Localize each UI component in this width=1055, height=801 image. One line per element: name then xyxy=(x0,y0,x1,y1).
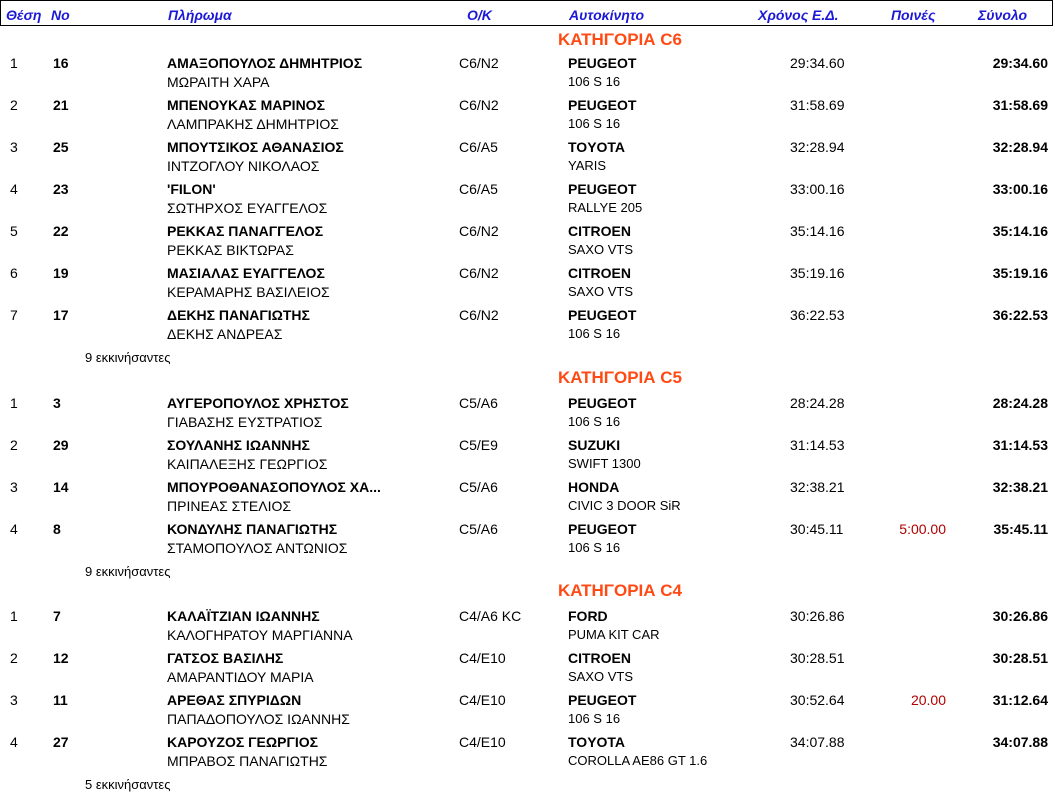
total-time: 29:34.60 xyxy=(992,55,1048,71)
table-row xyxy=(0,305,1055,347)
driver-name: ΜΠΕΝΟΥΚΑΣ ΜΑΡΙΝΟΣ xyxy=(167,97,325,113)
car-model: PUMA KIT CAR xyxy=(568,627,660,642)
table-row xyxy=(0,606,1055,648)
class-code: C4/A6 KC xyxy=(459,608,522,624)
driver-name: ΔΕΚΗΣ ΠΑΝΑΓΙΩΤΗΣ xyxy=(167,307,310,323)
position: 4 xyxy=(10,181,18,197)
table-row xyxy=(0,263,1055,305)
car-model: YARIS xyxy=(568,158,607,173)
starters-count: 9 εκκινήσαντες xyxy=(85,350,171,365)
total-time: 36:22.53 xyxy=(992,307,1048,323)
position: 2 xyxy=(10,437,18,453)
codriver-name: ΚΑΙΠΑΛΕΞΗΣ ΓΕΩΡΓΙΟΣ xyxy=(167,456,328,472)
car-number: 12 xyxy=(53,650,69,666)
table-row xyxy=(0,648,1055,690)
car-model: SAXO VTS xyxy=(568,242,634,257)
total-time: 35:19.16 xyxy=(992,265,1048,281)
position: 3 xyxy=(10,139,18,155)
table-row xyxy=(0,393,1055,435)
car-number: 16 xyxy=(53,55,69,71)
car-model: 106 S 16 xyxy=(568,540,621,555)
total-time: 34:07.88 xyxy=(992,734,1048,750)
class-code: C6/N2 xyxy=(459,97,499,113)
car-make: SUZUKI xyxy=(568,437,621,453)
stage-time: 30:52.64 xyxy=(790,692,845,708)
table-row xyxy=(0,519,1055,561)
driver-name: ΚΟΝΔΥΛΗΣ ΠΑΝΑΓΙΩΤΗΣ xyxy=(167,521,338,537)
table-header xyxy=(0,0,1053,26)
position: 4 xyxy=(10,734,18,750)
table-row xyxy=(0,477,1055,519)
header-class: Ο/Κ xyxy=(467,7,492,23)
position: 7 xyxy=(10,307,18,323)
starters-count: 9 εκκινήσαντες xyxy=(85,564,171,579)
car-number: 11 xyxy=(53,692,68,708)
header-penalties: Ποινές xyxy=(891,7,936,23)
class-code: C6/A5 xyxy=(459,139,498,155)
class-code: C6/N2 xyxy=(459,55,499,71)
car-number: 29 xyxy=(53,437,69,453)
codriver-name: ΙΝΤΖΟΓΛΟΥ ΝΙΚΟΛΑΟΣ xyxy=(167,158,320,174)
car-number: 21 xyxy=(53,97,69,113)
header-crew: Πλήρωμα xyxy=(168,7,232,23)
total-time: 31:14.53 xyxy=(992,437,1048,453)
header-position: Θέση xyxy=(6,7,42,23)
class-code: C6/N2 xyxy=(459,265,499,281)
car-make: HONDA xyxy=(568,479,620,495)
total-time: 30:28.51 xyxy=(992,650,1048,666)
stage-time: 30:28.51 xyxy=(790,650,845,666)
driver-name: ΜΑΣΙΑΛΑΣ ΕΥΑΓΓΕΛΟΣ xyxy=(167,265,325,281)
total-time: 31:12.64 xyxy=(992,692,1048,708)
position: 2 xyxy=(10,650,18,666)
car-number: 19 xyxy=(53,265,69,281)
codriver-name: ΓΙΑΒΑΣΗΣ ΕΥΣΤΡΑΤΙΟΣ xyxy=(167,414,323,430)
driver-name: ΜΠΟΥΤΣΙΚΟΣ ΑΘΑΝΑΣΙΟΣ xyxy=(167,139,344,155)
stage-time: 35:14.16 xyxy=(790,223,845,239)
total-time: 35:45.11 xyxy=(993,521,1048,537)
car-make: PEUGEOT xyxy=(568,692,637,708)
car-make: TOYOTA xyxy=(568,734,626,750)
table-row xyxy=(0,95,1055,137)
car-number: 3 xyxy=(53,395,61,411)
table-row xyxy=(0,435,1055,477)
codriver-name: ΣΤΑΜΟΠΟΥΛΟΣ ΑΝΤΩΝΙΟΣ xyxy=(167,540,348,556)
stage-time: 31:14.53 xyxy=(790,437,845,453)
car-model: 106 S 16 xyxy=(568,116,621,131)
class-code: C5/A6 xyxy=(459,479,498,495)
starters-count: 5 εκκινήσαντες xyxy=(85,777,171,792)
stage-time: 30:45.11 xyxy=(790,521,844,537)
car-number: 8 xyxy=(53,521,61,537)
driver-name: ΜΠΟΥΡΟΘΑΝΑΣΟΠΟΥΛΟΣ ΧΑ... xyxy=(167,479,381,495)
car-make: PEUGEOT xyxy=(568,97,637,113)
driver-name: ΣΟΥΛΑΝΗΣ ΙΩΑΝΝΗΣ xyxy=(167,437,310,453)
table-row xyxy=(0,732,1055,774)
car-make: PEUGEOT xyxy=(568,307,637,323)
car-make: CITROEN xyxy=(568,265,631,281)
car-make: TOYOTA xyxy=(568,139,626,155)
driver-name: ΓΑΤΣΟΣ ΒΑΣΙΛΗΣ xyxy=(167,650,284,666)
penalty: 5:00.00 xyxy=(899,521,946,537)
car-make: PEUGEOT xyxy=(568,395,637,411)
car-model: 106 S 16 xyxy=(568,74,621,89)
category-title: ΚΑΤΗΓΟΡΙΑ C5 xyxy=(557,368,683,387)
codriver-name: ΜΠΡΑΒΟΣ ΠΑΝΑΓΙΩΤΗΣ xyxy=(167,753,328,769)
car-make: FORD xyxy=(568,608,608,624)
codriver-name: ΔΕΚΗΣ ΑΝΔΡΕΑΣ xyxy=(167,326,283,342)
total-time: 33:00.16 xyxy=(992,181,1048,197)
car-model: 106 S 16 xyxy=(568,711,621,726)
class-code: C4/E10 xyxy=(459,734,506,750)
header-total: Σύνολο xyxy=(978,7,1028,23)
position: 3 xyxy=(10,479,18,495)
table-row xyxy=(0,221,1055,263)
car-make: CITROEN xyxy=(568,650,631,666)
driver-name: ΚΑΡΟΥΖΟΣ ΓΕΩΡΓΙΟΣ xyxy=(167,734,319,750)
total-time: 31:58.69 xyxy=(992,97,1048,113)
total-time: 32:38.21 xyxy=(992,479,1048,495)
stage-time: 34:07.88 xyxy=(790,734,845,750)
car-model: 106 S 16 xyxy=(568,414,621,429)
position: 1 xyxy=(10,55,18,71)
table-row xyxy=(0,137,1055,179)
car-model: COROLLA AE86 GT 1.6 xyxy=(568,753,708,768)
stage-time: 29:34.60 xyxy=(790,55,845,71)
stage-time: 35:19.16 xyxy=(790,265,845,281)
class-code: C5/A6 xyxy=(459,521,498,537)
codriver-name: ΛΑΜΠΡΑΚΗΣ ΔΗΜΗΤΡΙΟΣ xyxy=(167,116,339,132)
position: 4 xyxy=(10,521,18,537)
car-model: SAXO VTS xyxy=(568,284,634,299)
total-time: 30:26.86 xyxy=(992,608,1048,624)
total-time: 28:24.28 xyxy=(992,395,1048,411)
position: 1 xyxy=(10,608,18,624)
codriver-name: ΜΩΡΑΙΤΗ ΧΑΡΑ xyxy=(167,74,270,90)
driver-name: ΡΕΚΚΑΣ ΠΑΝΑΓΓΕΛΟΣ xyxy=(167,223,324,239)
stage-time: 32:38.21 xyxy=(790,479,845,495)
stage-time: 36:22.53 xyxy=(790,307,845,323)
car-number: 22 xyxy=(53,223,69,239)
driver-name: ΑΜΑΞΟΠΟΥΛΟΣ ΔΗΜΗΤΡΙΟΣ xyxy=(167,55,363,71)
codriver-name: ΣΩΤΗΡΧΟΣ ΕΥΑΓΓΕΛΟΣ xyxy=(167,200,328,216)
car-model: CIVIC 3 DOOR SiR xyxy=(568,498,681,513)
stage-time: 30:26.86 xyxy=(790,608,845,624)
driver-name: ΚΑΛΑΪΤΖΙΑΝ ΙΩΑΝΝΗΣ xyxy=(167,608,320,624)
category-title: ΚΑΤΗΓΟΡΙΑ C6 xyxy=(557,30,683,49)
table-row xyxy=(0,53,1055,95)
header-car: Αυτοκίνητο xyxy=(569,7,645,23)
driver-name: ΑΥΓΕΡΟΠΟΥΛΟΣ ΧΡΗΣΤΟΣ xyxy=(167,395,349,411)
car-number: 25 xyxy=(53,139,69,155)
position: 1 xyxy=(10,395,18,411)
class-code: C5/A6 xyxy=(459,395,498,411)
header-number: Νο xyxy=(51,7,70,23)
class-code: C4/E10 xyxy=(459,692,506,708)
car-make: PEUGEOT xyxy=(568,521,637,537)
class-code: C6/N2 xyxy=(459,307,499,323)
car-model: SAXO VTS xyxy=(568,669,634,684)
driver-name: 'FILON' xyxy=(167,181,216,197)
category-title: ΚΑΤΗΓΟΡΙΑ C4 xyxy=(557,581,683,600)
codriver-name: ΠΡΙΝΕΑΣ ΣΤΕΛΙΟΣ xyxy=(167,498,291,514)
car-make: PEUGEOT xyxy=(568,55,637,71)
header-stage-time: Χρόνος Ε.Δ. xyxy=(758,7,839,23)
stage-time: 31:58.69 xyxy=(790,97,845,113)
car-number: 17 xyxy=(53,307,69,323)
codriver-name: ΡΕΚΚΑΣ ΒΙΚΤΩΡΑΣ xyxy=(167,242,294,258)
car-number: 23 xyxy=(53,181,69,197)
position: 6 xyxy=(10,265,18,281)
car-number: 27 xyxy=(53,734,69,750)
car-number: 14 xyxy=(53,479,69,495)
stage-time: 28:24.28 xyxy=(790,395,845,411)
codriver-name: ΚΑΛΟΓΗΡΑΤΟΥ ΜΑΡΓΙΑΝΝΑ xyxy=(167,627,353,643)
class-code: C4/E10 xyxy=(459,650,506,666)
class-code: C5/E9 xyxy=(459,437,498,453)
car-number: 7 xyxy=(53,608,61,624)
table-row xyxy=(0,179,1055,221)
table-row xyxy=(0,690,1055,732)
class-code: C6/A5 xyxy=(459,181,498,197)
class-code: C6/N2 xyxy=(459,223,499,239)
stage-time: 33:00.16 xyxy=(790,181,845,197)
car-make: CITROEN xyxy=(568,223,631,239)
driver-name: ΑΡΕΘΑΣ ΣΠΥΡΙΔΩΝ xyxy=(167,692,302,708)
codriver-name: ΑΜΑΡΑΝΤΙΔΟΥ ΜΑΡΙΑ xyxy=(167,669,314,685)
position: 2 xyxy=(10,97,18,113)
position: 3 xyxy=(10,692,18,708)
codriver-name: ΚΕΡΑΜΑΡΗΣ ΒΑΣΙΛΕΙΟΣ xyxy=(167,284,330,300)
car-make: PEUGEOT xyxy=(568,181,637,197)
position: 5 xyxy=(10,223,18,239)
stage-time: 32:28.94 xyxy=(790,139,845,155)
car-model: 106 S 16 xyxy=(568,326,621,341)
total-time: 35:14.16 xyxy=(992,223,1048,239)
codriver-name: ΠΑΠΑΔΟΠΟΥΛΟΣ ΙΩΑΝΝΗΣ xyxy=(167,711,350,727)
penalty: 20.00 xyxy=(910,692,946,708)
car-model: SWIFT 1300 xyxy=(568,456,641,471)
total-time: 32:28.94 xyxy=(992,139,1048,155)
car-model: RALLYE 205 xyxy=(568,200,643,215)
